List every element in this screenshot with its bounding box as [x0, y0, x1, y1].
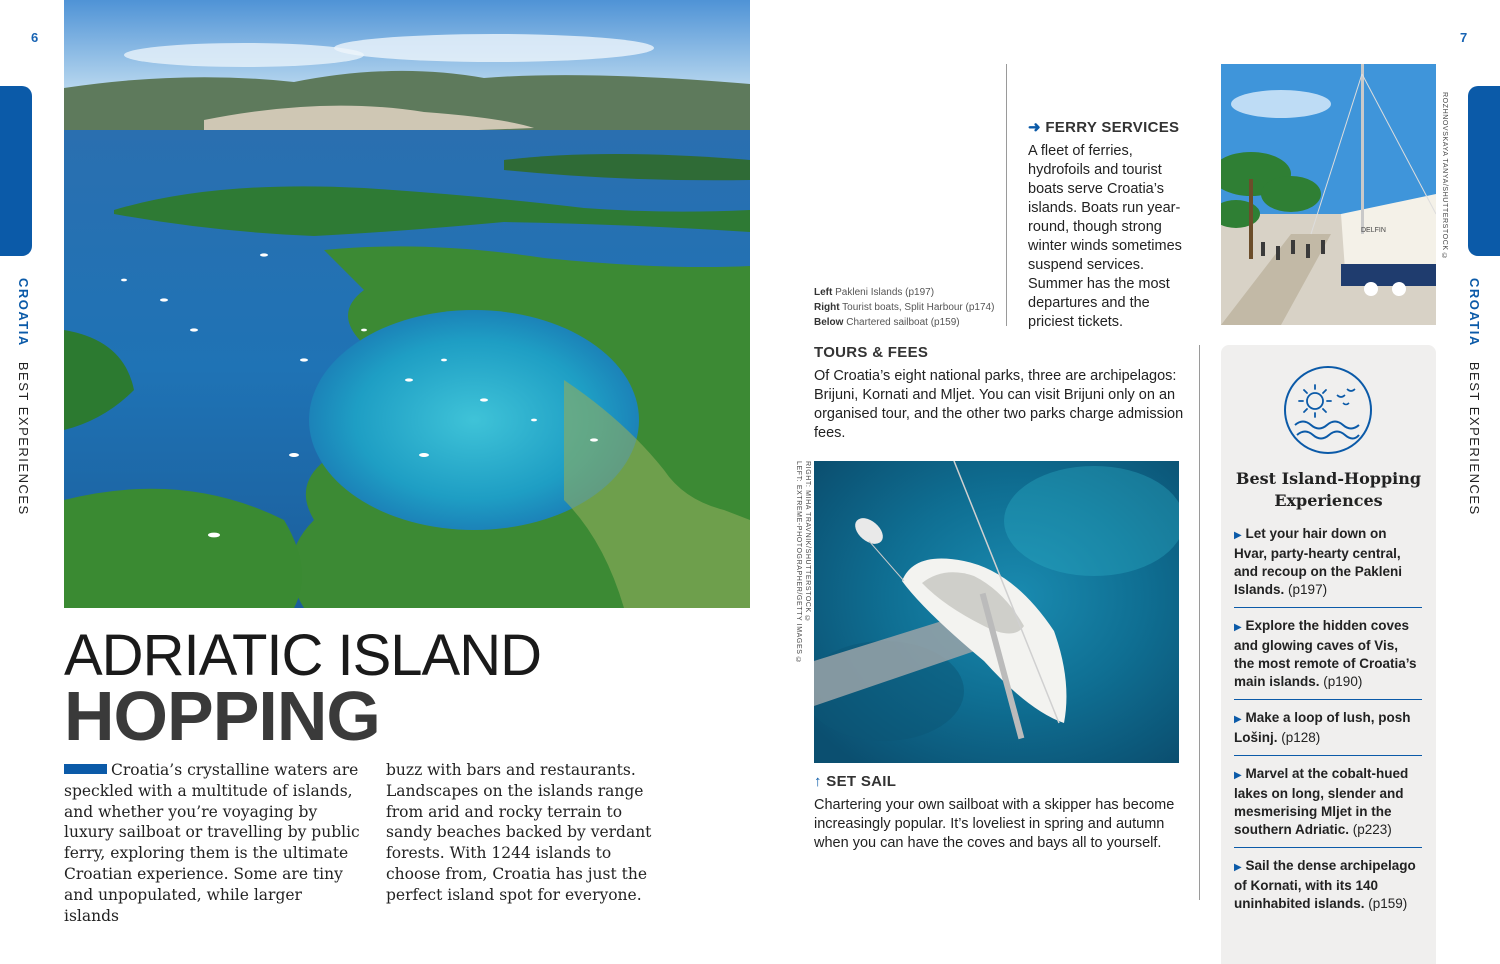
triangle-bullet-icon: ▶: [1234, 530, 1242, 541]
side-label-country: CROATIA: [1467, 278, 1482, 347]
triangle-bullet-icon: ▶: [1234, 862, 1242, 873]
ferry-text: A fleet of ferries, hydrofoils and tourist boats serve Croatia’s islands. Boats run year-round, though strong winter winds sometimes suspend services. Summer has the most departures and the priciest tickets.: [1028, 143, 1182, 330]
triangle-bullet-icon: ▶: [1234, 770, 1242, 781]
page-number-right: 7: [1460, 30, 1468, 45]
photo-credit-middle: RIGHT: MIHA TRAVNIK/SHUTTERSTOCK © LEFT: EXTREME-PHOTOGRAPHER/GETTY IMAGES ©: [795, 461, 811, 665]
left-side-label: [16, 278, 31, 516]
list-item: ▶ Marvel at the cobalt-hued lakes on long, slender and mesmerising Mljet in the southern Adriatic. (p223): [1234, 765, 1422, 848]
intro-accent-bar: [64, 764, 107, 774]
boat-name-label: DELFIN: [1361, 227, 1386, 234]
column-divider: [1199, 345, 1200, 900]
title-line-2: HOPPING: [64, 677, 380, 755]
caption-divider: [1006, 64, 1007, 326]
list-item: ▶ Make a loop of lush, posh Lošinj. (p128): [1234, 709, 1422, 756]
caption-below: Below Chartered sailboat (p159): [814, 317, 960, 328]
arrow-right-icon: ➜: [1028, 119, 1041, 136]
sun-waves-icon: [1283, 365, 1373, 455]
intro-column-1: [64, 760, 360, 926]
intro-text-1: Croatia’s crystalline waters are speckled with a multitude of islands, and whether you’re voyaging by luxury sailboat or travelling by public ferry, exploring them is the ultimate Croatian experience. Some are tiny and unpopulated, while larger islands: [64, 761, 360, 925]
list-item: ▶ Let your hair down on Hvar, party-hearty central, and recoup on the Pakleni Islands. (p197): [1234, 525, 1422, 608]
title-line-1: ADRIATIC ISLAND: [64, 623, 542, 688]
sidebar-list: [1234, 525, 1422, 930]
photo-captions: [814, 285, 1004, 330]
sail-heading: ↑ SET SAIL: [814, 773, 897, 790]
arrow-up-icon: ↑: [814, 773, 822, 790]
caption-right: Right Tourist boats, Split Harbour (p174): [814, 302, 995, 313]
split-harbour-photo: [1221, 64, 1436, 325]
page-number-left: 6: [31, 30, 39, 45]
triangle-bullet-icon: ▶: [1234, 622, 1242, 633]
tours-text: Of Croatia’s eight national parks, three are archipelagos: Brijuni, Kornati and Mljet. You can visit Brijuni only on an organised tour, and the other two parks charge admission fees.: [814, 368, 1184, 441]
tours-heading: TOURS & FEES: [814, 344, 929, 361]
list-item: ▶ Explore the hidden coves and glowing caves of Vis, the most remote of Croatia’s main islands. (p190): [1234, 617, 1422, 700]
sidebar-title: Best Island-Hopping Experiences: [1235, 469, 1422, 510]
side-label-section: BEST EXPERIENCES: [16, 361, 31, 516]
best-experiences-sidebar: [1221, 345, 1436, 964]
triangle-bullet-icon: ▶: [1234, 714, 1242, 725]
photo-credit-right: ROZHNOVSKAYA TANYA/SHUTTERSTOCK ©: [1441, 92, 1448, 261]
intro-column-2: buzz with bars and restaurants. Landscapes on the islands range from arid and rocky terrain to sandy beaches backed by verdant forests. With 1244 islands to choose from, Croatia has just the perfect island spot for everyone.: [386, 761, 652, 904]
right-side-label: [1467, 278, 1482, 516]
sail-text: Chartering your own sailboat with a skipper has become increasingly popular. It’s loveliest in spring and autumn when you can have the coves and bays all to yourself.: [814, 797, 1175, 851]
chartered-sailboat-photo: [814, 461, 1179, 763]
side-label-section: BEST EXPERIENCES: [1467, 361, 1482, 516]
left-section-tab: [0, 86, 32, 256]
side-label-country: CROATIA: [16, 278, 31, 347]
ferry-heading: ➜ FERRY SERVICES: [1028, 119, 1180, 136]
caption-left: Left Pakleni Islands (p197): [814, 287, 935, 298]
right-section-tab: [1468, 86, 1500, 256]
pakleni-islands-photo: [64, 0, 750, 608]
list-item: ▶ Sail the dense archipelago of Kornati, with its 140 uninhabited islands. (p159): [1234, 858, 1416, 911]
